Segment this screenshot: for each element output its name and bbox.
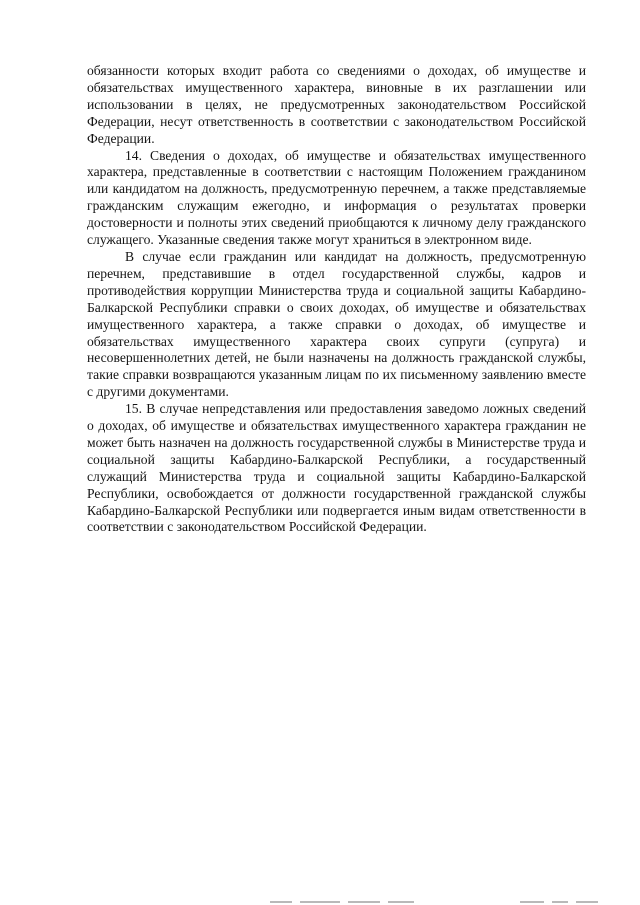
paragraph-14-return-of-certificates: В случае если гражданин или кандидат на должность, предусмотренную перечнем, представившие в отдел государственной службы, кадров и противодействия коррупции Министерства труда и социальной защиты Кабардино-Балкарской Республики справки о своих доходах, об имуществе и обязательствах имущественного характера, а также справки о доходах, об имуществе и обязательствах имущественного характера своих супруги (супруга) и несовершеннолетних детей, не были назначены на должность гражданской службы, такие справки возвращаются указанным лицам по их письменному заявлению вместе с другими документами.	[87, 248, 586, 400]
paragraph-14: 14. Сведения о доходах, об имуществе и обязательствах имущественного характера, представленные в соответствии с настоящим Положением гражданином или кандидатом на должность, предусмотренную перечнем, а также представляемые гражданским служащим ежегодно, и информация о результатах проверки достоверности и полноты этих сведений приобщаются к личному делу гражданского служащего. Указанные сведения также могут храниться в электронном виде.	[87, 147, 586, 248]
scan-edge-artifacts	[270, 900, 610, 905]
paragraph-15: 15. В случае непредставления или предоставления заведомо ложных сведений о доходах, об имуществе и обязательствах имущественного характера гражданин не может быть назначен на должность государственной службы в Министерстве труда и социальной защиты Кабардино-Балкарской Республики, а государственный служащий Министерства труда и социальной защиты Кабардино-Балкарской Республики, освобождается от должности государственной гражданской службы Кабардино-Балкарской Республики или подвергается иным видам ответственности в соответствии с законодательством Российской Федерации.	[87, 401, 586, 535]
document-body	[87, 63, 586, 536]
paragraph-continuation: обязанности которых входит работа со сведениями о доходах, об имуществе и обязательствах имущественного характера, виновные в их разглашении или использовании в целях, не предусмотренных законодательством Российской Федерации, несут ответственность в соответствии с законодательством Российской Федерации.	[87, 63, 586, 146]
